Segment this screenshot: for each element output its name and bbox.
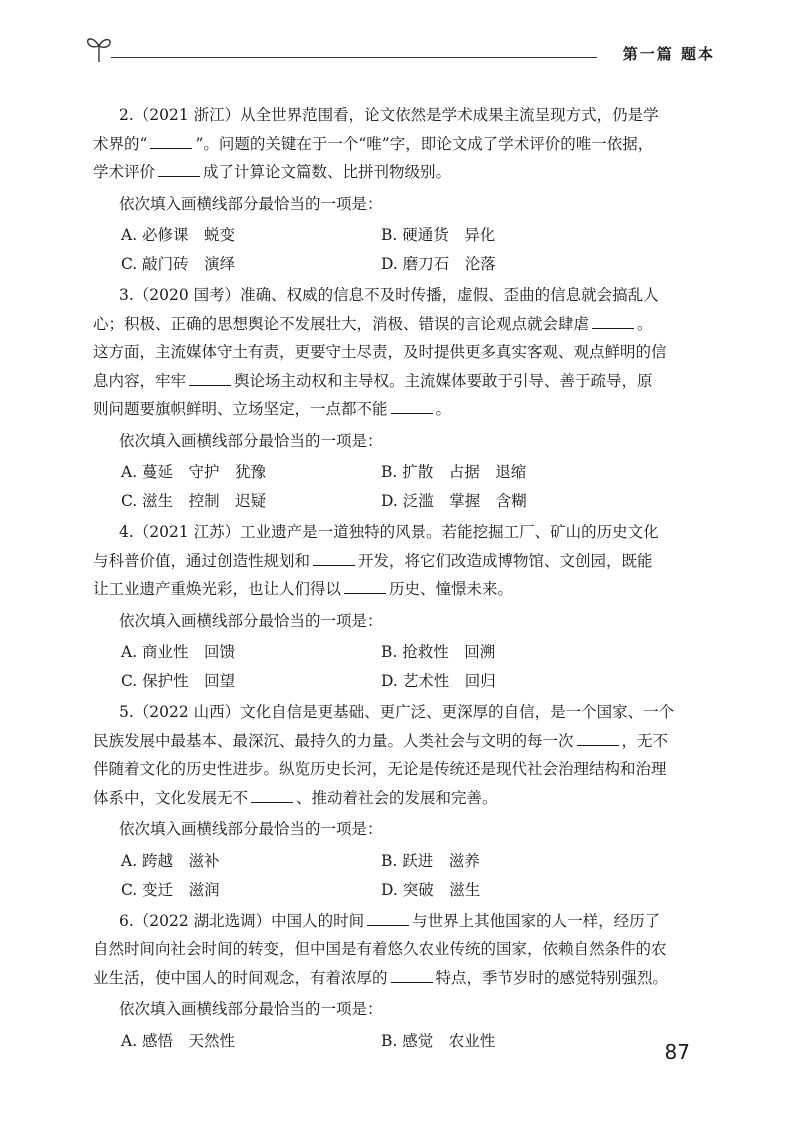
chapter-title: 第一篇 题本 bbox=[622, 45, 715, 63]
answer-blank bbox=[391, 968, 433, 983]
running-header bbox=[85, 30, 715, 70]
option-c: C. 变迁 滋润 bbox=[121, 880, 220, 899]
option-c: C. 保护性 回望 bbox=[121, 672, 236, 690]
question-4-prompt: 依次填入画横线部分最恰当的一项是： bbox=[119, 611, 383, 630]
question-4-options bbox=[93, 638, 693, 696]
answer-blank bbox=[150, 134, 192, 149]
header-rule bbox=[111, 57, 597, 58]
answer-blank bbox=[158, 162, 200, 177]
answer-blank bbox=[344, 579, 386, 594]
option-a: A. 感悟 天然性 bbox=[121, 1031, 236, 1050]
question-2-stem: 2.（2021 浙江）从全世界范围看，论文依然是学术成果主流呈现方式，仍是学 术界的“ ”。问题的关键在于一个“唯”字，即论文成了学术评价的唯一依据， 学术评价 成了计算论文篇数、比拼刊物级别。 bbox=[93, 106, 659, 181]
question-3-prompt: 依次填入画横线部分最恰当的一项是： bbox=[119, 431, 383, 450]
question-list bbox=[93, 101, 693, 1058]
page-number: 87 bbox=[664, 1040, 690, 1064]
option-a: A. 跨越 滋补 bbox=[121, 851, 220, 870]
option-b: B. 抢救性 回溯 bbox=[381, 643, 496, 661]
option-d: D. 艺术性 回归 bbox=[381, 672, 496, 690]
option-a: A. 蔓延 守护 犹豫 bbox=[121, 463, 267, 481]
question-4-stem: 4.（2021 江苏）工业遗产是一道独特的风景。若能挖掘工厂、矿山的历史文化 与科普价值，通过创造性规划和 开发，将它们改造成博物馆、文创园，既能 让工业遗产重焕光彩，也让人们得以 历史、憧憬未来。 bbox=[93, 523, 659, 598]
option-b: B. 扩散 占据 退缩 bbox=[381, 463, 527, 481]
option-d: D. 突破 滋生 bbox=[381, 880, 481, 899]
question-2-options bbox=[93, 221, 693, 279]
option-b: B. 硬通货 异化 bbox=[381, 226, 496, 244]
question-6-prompt: 依次填入画横线部分最恰当的一项是： bbox=[119, 1000, 383, 1018]
answer-blank bbox=[251, 788, 293, 803]
answer-blank bbox=[367, 911, 409, 926]
sprout-icon bbox=[85, 32, 113, 64]
option-c: C. 敲门砖 演绎 bbox=[121, 255, 236, 273]
question-6-stem: 6.（2022 湖北选调）中国人的时间 与世界上其他国家的人一样，经历了 自然时间向社会时间的转变，但中国是有着悠久农业传统的国家，依赖自然条件的农 业生活，使中国人的时间观念，有着浓厚的 特点，季节岁时的感觉特别强烈。 bbox=[93, 911, 669, 987]
option-a: A. 必修课 蜕变 bbox=[121, 226, 236, 244]
option-a: A. 商业性 回馈 bbox=[121, 643, 236, 661]
option-d: D. 磨刀石 沦落 bbox=[381, 255, 496, 273]
question-5-stem: 5.（2022 山西）文化自信是更基础、更广泛、更深厚的自信，是一个国家、一个 民族发展中最基本、最深沉、最持久的力量。人类社会与文明的每一次 ，无不 伴随着文化的历史性进步。纵览历史长河，无论是传统还是现代社会治理结构和治理 体系中，文化发展无不 、推动着社会的发展和完善。 bbox=[93, 703, 675, 807]
answer-blank bbox=[592, 314, 634, 329]
question-5-prompt: 依次填入画横线部分最恰当的一项是： bbox=[119, 820, 383, 838]
question-3-options bbox=[93, 458, 693, 516]
option-b: B. 跃进 滋养 bbox=[381, 851, 480, 870]
question-5-options bbox=[93, 847, 693, 905]
question-3-stem: 3.（2020 国考）准确、权威的信息不及时传播，虚假、歪曲的信息就会搞乱人 心；积极、正确的思想舆论不发展壮大，消极、错误的言论观点就会肆虐 。 这方面，主流媒体守土有责，更要守土尽责，及时提供更多真实客观、观点鲜明的信 息内容，牢牢 舆论场主动权和主导权。主流媒体要敢于引导、善于疏导，原 则问题要旗帜鲜明、立场坚定，一点都不能 。 bbox=[93, 286, 667, 418]
option-c: C. 滋生 控制 迟疑 bbox=[121, 492, 267, 510]
option-b: B. 感觉 农业性 bbox=[381, 1031, 496, 1050]
question-2-prompt: 依次填入画横线部分最恰当的一项是： bbox=[119, 194, 383, 213]
question-6-options bbox=[93, 1027, 693, 1056]
answer-blank bbox=[391, 399, 433, 414]
answer-blank bbox=[577, 731, 619, 746]
answer-blank bbox=[313, 551, 355, 566]
answer-blank bbox=[189, 371, 231, 386]
option-d: D. 泛滥 掌握 含糊 bbox=[381, 492, 527, 510]
